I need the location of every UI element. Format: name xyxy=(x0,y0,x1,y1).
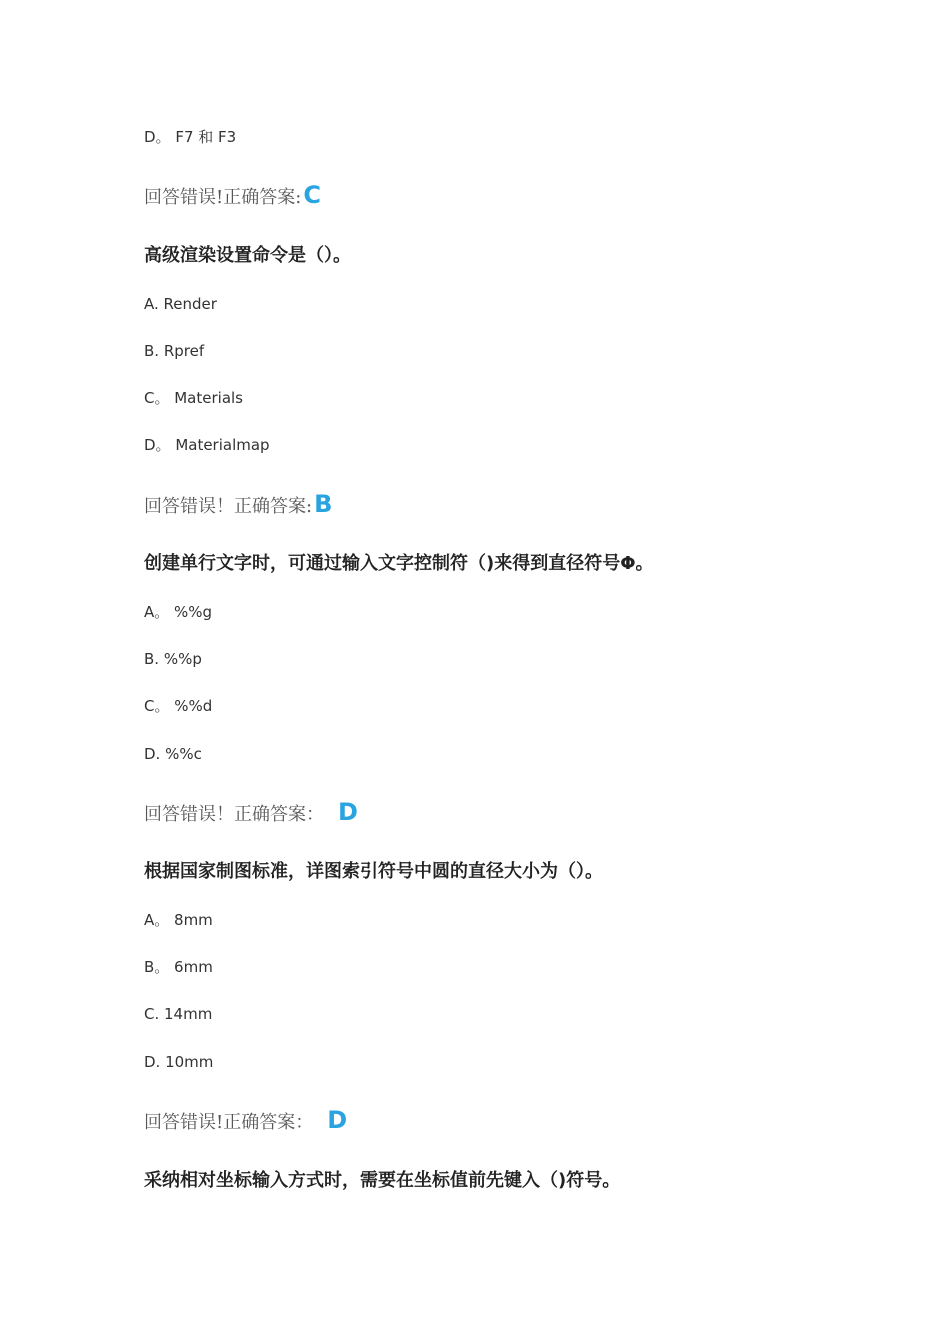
answer-letter: C xyxy=(303,181,321,209)
question-title: 采纳相对坐标输入方式时，需要在坐标值前先键入（)符号。 xyxy=(144,1170,621,1191)
answer-prefix: 回答错误!正确答案： xyxy=(144,1112,314,1133)
answer-letter: D xyxy=(327,1106,348,1134)
question-title: 高级渲染设置命令是（）。 xyxy=(144,245,351,266)
question-title: 创建单行文字时，可通过输入文字控制符（)来得到直径符号Φ。 xyxy=(144,553,654,574)
option-d: D. 10mm xyxy=(144,1053,214,1071)
answer-prefix: 回答错误！正确答案: xyxy=(144,496,313,517)
option-b: B. %%p xyxy=(144,650,202,668)
answer-line xyxy=(144,1107,347,1136)
answer-line xyxy=(144,799,358,828)
option-c: C。 %%d xyxy=(144,697,213,715)
option-a: A. Render xyxy=(144,295,217,313)
option-a: A。 8mm xyxy=(144,911,213,929)
option-d: D. %%c xyxy=(144,745,202,763)
option-c: C。 Materials xyxy=(144,389,243,407)
option-b: B. Rpref xyxy=(144,342,205,360)
answer-line xyxy=(144,182,321,211)
answer-line xyxy=(144,491,332,520)
answer-prefix: 回答错误！正确答案： xyxy=(144,804,324,825)
answer-letter: B xyxy=(314,490,333,518)
option-c: C. 14mm xyxy=(144,1005,213,1023)
option-a: A。 %%g xyxy=(144,603,213,621)
option-d: D。 F7 和 F3 xyxy=(144,128,237,146)
answer-prefix: 回答错误!正确答案: xyxy=(144,187,302,208)
question-title: 根据国家制图标准，详图索引符号中圆的直径大小为（）。 xyxy=(144,861,603,882)
option-b: B。 6mm xyxy=(144,958,213,976)
option-d: D。 Materialmap xyxy=(144,436,270,454)
answer-letter: D xyxy=(338,798,358,826)
